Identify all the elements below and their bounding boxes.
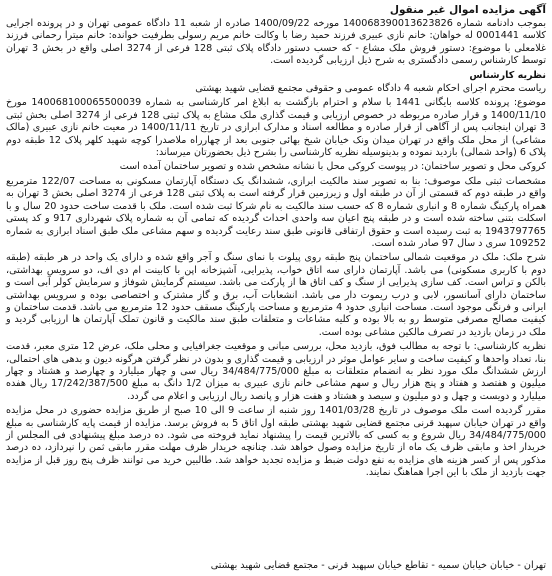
expert-heading: نظریه کارشناس [469,69,546,81]
valuation-paragraph: نظریه کارشناسی: با توجه به مطالب فوق، بازدید محل، بررسی مبانی و موقعیت جغرافیایی و محلی ملک، عرض 12 متری معبر، قدمت بنا، تعداد واحدها و کیفیت ساخت و سایر عوامل موثر در ارزیابی و قیمت گذاری و بدون در نظر گرفتن هرگونه دیون و بدهی های احتمالی، ارزش ششدانگ ملک مورد نظر به انضمام متعلقات به مبلغ 34/484/775/000 ریال سی و چهار میلیارد و چهارصد و هشتاد و چهار میلیون و هفتصد و هفتاد و پنج هزار ریال و سهم مشاعی خانم نازی عبیری به میزان 1/2 دانگ به مبلغ 17/242/387/500 ریال هفده میلیارد و دویست و چهل و دو میلیون و سیصد و هشتاد و هفت هزار و پانصد ریال ارزیابی و اعلام می گردد. [6,341,546,402]
subject-paragraph: موضوع: پرونده کلاسه بایگانی 1441 با سلام و احترام بازگشت به ابلاغ امر کارشناسی به شماره 140068100065500039 مورخ 1400/11/10 و قرار صادره مربوطه در خصوص ارزیابی و قیمت گذاری ملک مشاع به پلاک ثبتی 128 فرعی از 3274 اصلی بخش ثبتی 3 تهران اینجانب پس از آگاهی از قرار صادره و مطالعه اسناد و مدارک ابرازی در تاریخ 1400/11/11 در معیت خانم نازی عبیری (مالک مشاعی) از محل ملک واقع در تهران میدان ونک خیابان شیخ بهائی جنوبی بعد از چهارراه ملاصدرا کوچه شهید کلهر پلاک 12 طبقه دوم پلاک 6 (واحد شمالی) بازدید نموده و بدینوسیله نظریه کارشناسی را بشرح ذیل بحضورتان میرساند: [6,97,546,159]
auction-paragraph: مقرر گردیده است ملک موصوف در تاریخ 1401/03/28 روز شنبه از ساعت 9 الی 10 صبح از طریق مزایده حضوری در محل مزایده واقع در تهران خیابان سپهبد قرنی مجتمع قضایی شهید بهشتی طبقه اول اتاق 5 به فروش برسد. مزایده از قیمت پایه کارشناسی به مبلغ 34/484/775/000 ریال شروع و به کسی که بالاترین قیمت را پیشنهاد نماید فروخته می شود. ده درصد مبلغ پیشنهادی فی المجلس از خریدار اخذ و مابقی ظرف یک ماه از تاریخ مزایده وصول خواهد شد. چنانچه خریدار ظرف مهلت مقرر مابقی ثمن را نپردازد، ده درصد مذکور پس از کسر هزینه های مزایده به نفع دولت ضبط و مزایده تجدید خواهد شد. طالبین خرید می توانند ظرف پنج روز قبل از مزایده جهت بازدید از ملک با این اجرا هماهنگ نمایند. [6,405,547,479]
property-spec-paragraph: مشخصات ثبتی ملک موصوف: بنا به تصویر سند مالکیت ابرازی، ششدانگ یک دستگاه آپارتمان مسکونی به مساحت 122/07 مترمربع واقع در طبقه دوم که قسمتی از آن در طبقه اول و زیرزمین قرار گرفته است به پلاک ثبتی 128 فرعی از 3274 اصلی بخش 3 تهران به همراه پارکینگ شماره 8 و انباری شماره 8 که حسب سند مالکیت به نام شرکا ثبت شده است. ملک با قدمت ساخت حدود 20 سال و با اسکلت بتنی ساخته شده است و در طبقه پنج اعیان سه واحدی احداث گردیده که تمامی آن به شماره پلاک شهرداری 917 و کد پستی 1943797765 به ثبت رسیده است و حقوق ارتفاقی قانونی طبق سند رعایت گردیده و سهم مشاعی ملک طبق اسناد ابرازی به شماره 109252 سری د سال 97 صادر شده است. [6,175,547,249]
description-paragraph: شرح ملک: ملک در موقعیت شمالی ساختمان پنج طبقه روی پیلوت با نمای سنگ و آجر واقع شده و دارای یک واحد در هر طبقه (طبقه دوم با کاربری مسکونی) می باشد. آپارتمان دارای سه اتاق خواب، پذیرایی، آشپزخانه اپن با کابینت ام دی اف، دو سرویس بهداشتی، بالکن و تراس است. کف سازی پذیرایی از سنگ و کف اتاق ها از پارکت می باشد. سیستم گرمایش شوفاژ و سرمایش کولر آبی است و ساختمان دارای آسانسور، لابی و درب ریموت دار می باشد. انشعابات آب، برق و گاز مشترک و اختصاصی بوده و سرویس بهداشتی ایرانی و فرنگی موجود است. مساحت انباری حدود 4 مترمربع و مساحت پارکینگ مسقف حدود 12 مترمربع می باشد. قدمت ساختمان و کیفیت مصالح مصرفی متوسط رو به بالا بوده و کلیه مشاعات و متعلقات طبق سند مالکیت و قانون تملک آپارتمان ها ارزیابی گردید و ملک در زمان بازدید در تصرف مالکین مشاعی بوده است. [6,252,546,338]
addressee-line: ریاست محترم اجرای احکام شعبه 4 دادگاه عمومی و حقوقی مجتمع قضایی شهید بهشتی [195,83,546,95]
intro-paragraph: بموجب دادنامه شماره 140068390013623826 مورخه 1400/09/22 صادره از شعبه 11 دادگاه عمومی تهران و در پرونده اجرایی کلاسه 0001441 له خواهان: خانم نازی عبیری فرزند حمید رضا با وکالت خانم مریم رسولی بطرفیت خوانده: خانم میترا رحمانی فرزند غلامعلی با موضوع: دستور فروش ملک مشاع - که حسب دستور دادگاه پلاک ثبتی 128 فرعی از 3274 اصلی واقع در بخش 3 تهران توسط کارشناس رسمی دادگستری به شرح ذیل ارزیابی گردیده است. [6,18,546,67]
notice-title: آگهی مزایده اموال غیر منقول [389,4,546,16]
footer-address: تهران - خیابان خیابان سمیه - تقاطع خیابان سپهبد قرنی - مجتمع قضایی شهید بهشتی [210,559,546,571]
sketch-paragraph: کروکی محل و تصویر ساختمان: در پیوست کروکی محل با نشانه مشخص شده و تصویر ساختمان آمده است [119,161,546,173]
